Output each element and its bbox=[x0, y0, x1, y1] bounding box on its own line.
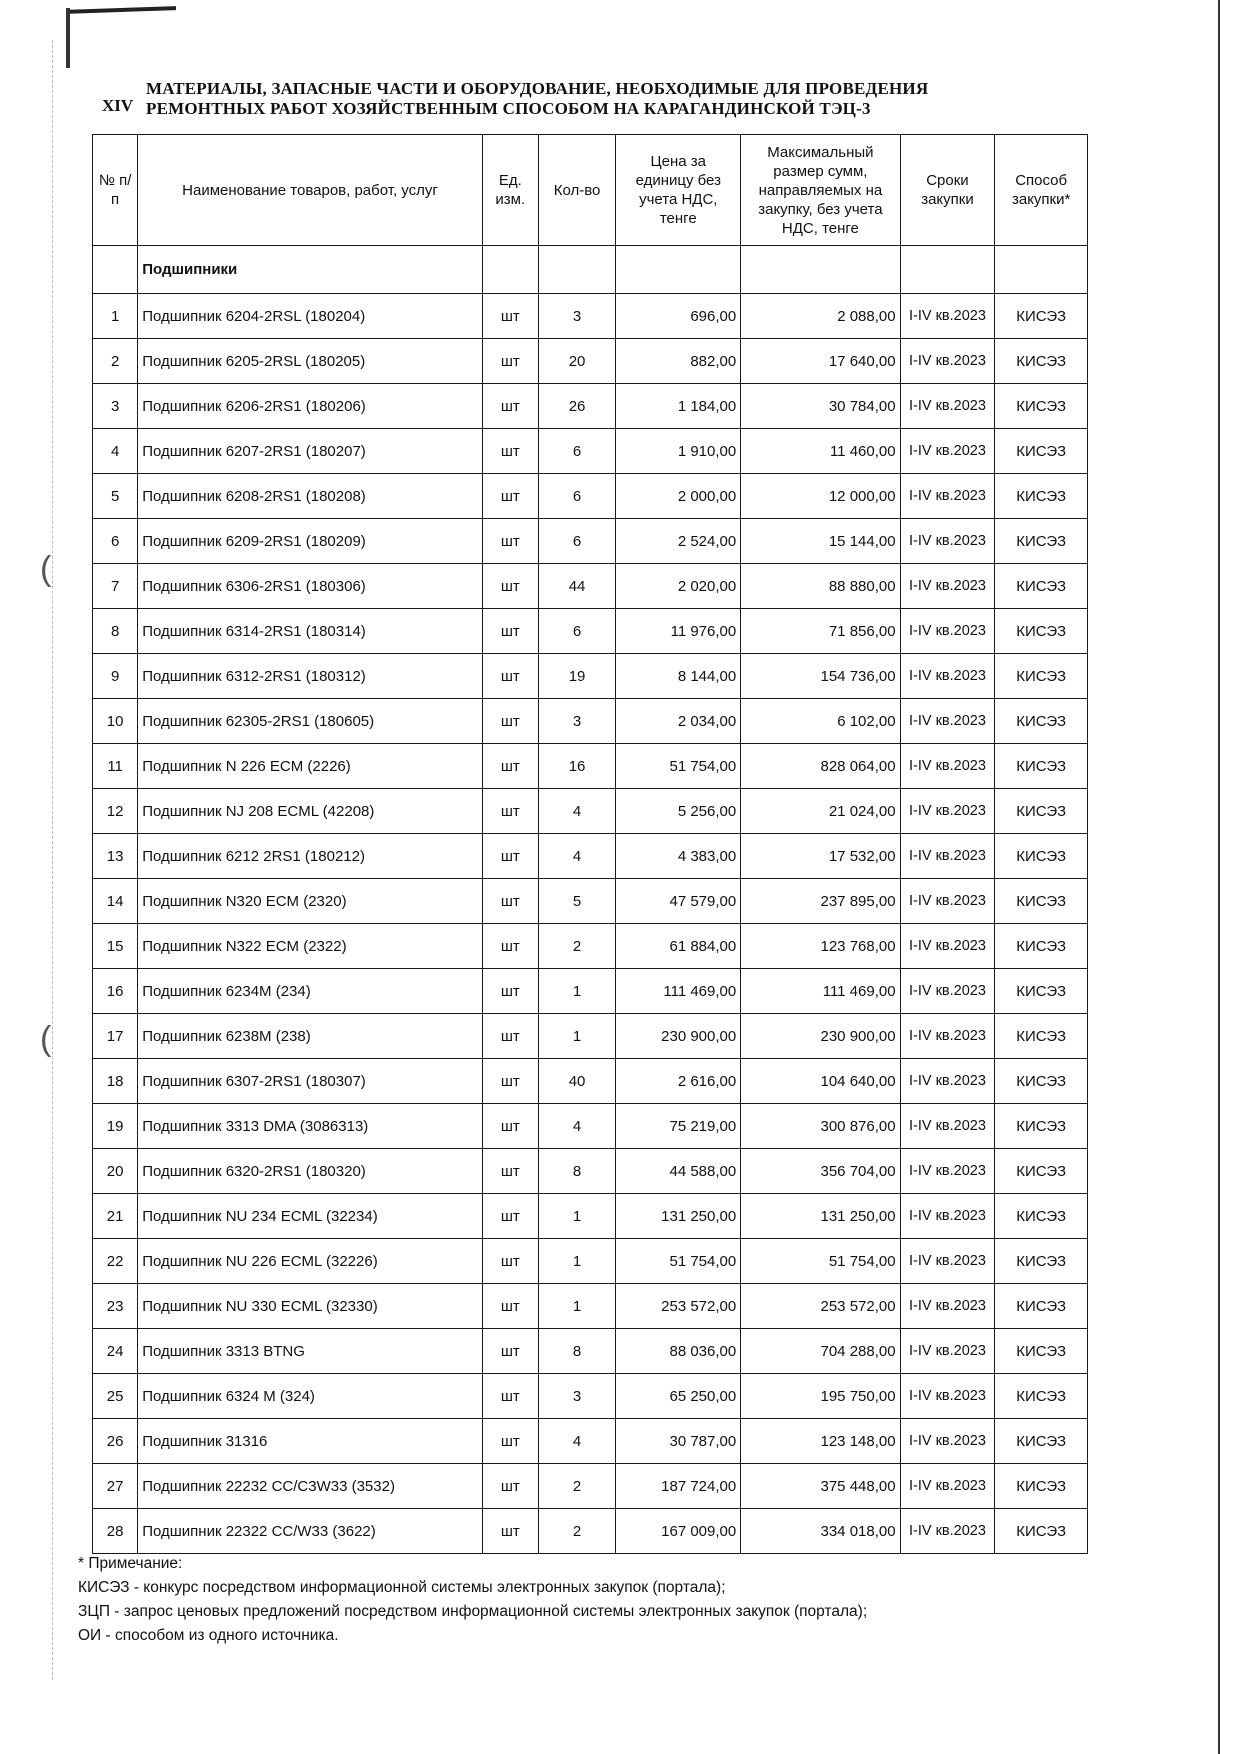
max-sum-cell: 375 448,00 bbox=[741, 1464, 900, 1509]
table-row bbox=[93, 1059, 1088, 1104]
unit-cell: шт bbox=[482, 1014, 538, 1059]
unit-cell: шт bbox=[482, 1374, 538, 1419]
item-name: Подшипник 6314-2RS1 (180314) bbox=[138, 609, 483, 654]
quantity-cell: 1 bbox=[538, 1284, 616, 1329]
method-cell: КИСЭЗ bbox=[995, 1374, 1088, 1419]
row-number: 16 bbox=[93, 969, 138, 1014]
table-row bbox=[93, 1149, 1088, 1194]
quantity-cell: 2 bbox=[538, 1464, 616, 1509]
max-sum-cell: 12 000,00 bbox=[741, 474, 900, 519]
method-cell: КИСЭЗ bbox=[995, 834, 1088, 879]
method-cell: КИСЭЗ bbox=[995, 1419, 1088, 1464]
method-cell: КИСЭЗ bbox=[995, 1104, 1088, 1149]
row-number: 25 bbox=[93, 1374, 138, 1419]
term-cell: I-IV кв.2023 bbox=[900, 294, 995, 339]
max-sum-cell: 195 750,00 bbox=[741, 1374, 900, 1419]
row-number: 24 bbox=[93, 1329, 138, 1374]
max-sum-cell: 88 880,00 bbox=[741, 564, 900, 609]
item-name: Подшипник NU 330 ECML (32330) bbox=[138, 1284, 483, 1329]
table-row bbox=[93, 699, 1088, 744]
unit-cell: шт bbox=[482, 1194, 538, 1239]
table-row bbox=[93, 339, 1088, 384]
unit-price-cell: 1 184,00 bbox=[616, 384, 741, 429]
unit-cell: шт bbox=[482, 879, 538, 924]
binder-hole-mark: ( bbox=[40, 1020, 52, 1058]
max-sum-cell: 334 018,00 bbox=[741, 1509, 900, 1554]
term-cell: I-IV кв.2023 bbox=[900, 609, 995, 654]
unit-cell: шт bbox=[482, 744, 538, 789]
row-number: 26 bbox=[93, 1419, 138, 1464]
unit-cell: шт bbox=[482, 609, 538, 654]
method-cell: КИСЭЗ bbox=[995, 609, 1088, 654]
unit-price-cell: 65 250,00 bbox=[616, 1374, 741, 1419]
unit-price-cell: 1 910,00 bbox=[616, 429, 741, 474]
unit-cell: шт bbox=[482, 1104, 538, 1149]
table-row bbox=[93, 1464, 1088, 1509]
term-cell: I-IV кв.2023 bbox=[900, 429, 995, 474]
method-cell: КИСЭЗ bbox=[995, 744, 1088, 789]
method-cell: КИСЭЗ bbox=[995, 1239, 1088, 1284]
item-name: Подшипник 6207-2RS1 (180207) bbox=[138, 429, 483, 474]
max-sum-cell: 71 856,00 bbox=[741, 609, 900, 654]
method-cell: КИСЭЗ bbox=[995, 879, 1088, 924]
table-row bbox=[93, 834, 1088, 879]
header-name: Наименование товаров, работ, услуг bbox=[138, 135, 483, 246]
max-sum-cell: 356 704,00 bbox=[741, 1149, 900, 1194]
quantity-cell: 6 bbox=[538, 609, 616, 654]
row-number: 7 bbox=[93, 564, 138, 609]
table-row bbox=[93, 564, 1088, 609]
row-number: 21 bbox=[93, 1194, 138, 1239]
row-number: 10 bbox=[93, 699, 138, 744]
term-cell: I-IV кв.2023 bbox=[900, 1239, 995, 1284]
term-cell: I-IV кв.2023 bbox=[900, 1329, 995, 1374]
method-cell: КИСЭЗ bbox=[995, 339, 1088, 384]
quantity-cell: 1 bbox=[538, 1014, 616, 1059]
binder-hole-mark: ( bbox=[40, 550, 52, 588]
max-sum-cell: 17 532,00 bbox=[741, 834, 900, 879]
table-row bbox=[93, 1239, 1088, 1284]
item-name: Подшипник N 226 ECM (2226) bbox=[138, 744, 483, 789]
header-price: Цена за единицу без учета НДС, тенге bbox=[616, 135, 741, 246]
method-cell: КИСЭЗ bbox=[995, 654, 1088, 699]
unit-price-cell: 4 383,00 bbox=[616, 834, 741, 879]
table-row bbox=[93, 384, 1088, 429]
row-number: 28 bbox=[93, 1509, 138, 1554]
table-row bbox=[93, 969, 1088, 1014]
quantity-cell: 8 bbox=[538, 1329, 616, 1374]
quantity-cell: 1 bbox=[538, 969, 616, 1014]
table-row bbox=[93, 519, 1088, 564]
unit-price-cell: 8 144,00 bbox=[616, 654, 741, 699]
method-cell: КИСЭЗ bbox=[995, 294, 1088, 339]
method-cell: КИСЭЗ bbox=[995, 1149, 1088, 1194]
unit-price-cell: 187 724,00 bbox=[616, 1464, 741, 1509]
max-sum-cell: 237 895,00 bbox=[741, 879, 900, 924]
max-sum-cell: 21 024,00 bbox=[741, 789, 900, 834]
quantity-cell: 3 bbox=[538, 1374, 616, 1419]
item-name: Подшипник 6212 2RS1 (180212) bbox=[138, 834, 483, 879]
max-sum-cell: 123 148,00 bbox=[741, 1419, 900, 1464]
unit-cell: шт bbox=[482, 474, 538, 519]
unit-price-cell: 2 616,00 bbox=[616, 1059, 741, 1104]
max-sum-cell: 17 640,00 bbox=[741, 339, 900, 384]
term-cell: I-IV кв.2023 bbox=[900, 474, 995, 519]
notes-block bbox=[78, 1552, 1078, 1648]
max-sum-cell: 828 064,00 bbox=[741, 744, 900, 789]
max-sum-cell: 111 469,00 bbox=[741, 969, 900, 1014]
row-number: 23 bbox=[93, 1284, 138, 1329]
unit-cell: шт bbox=[482, 699, 538, 744]
term-cell: I-IV кв.2023 bbox=[900, 339, 995, 384]
row-number: 14 bbox=[93, 879, 138, 924]
unit-price-cell: 61 884,00 bbox=[616, 924, 741, 969]
quantity-cell: 4 bbox=[538, 834, 616, 879]
item-name: Подшипник 6209-2RS1 (180209) bbox=[138, 519, 483, 564]
quantity-cell: 3 bbox=[538, 294, 616, 339]
row-number: 4 bbox=[93, 429, 138, 474]
unit-cell: шт bbox=[482, 1239, 538, 1284]
item-name: Подшипник 6312-2RS1 (180312) bbox=[138, 654, 483, 699]
term-cell: I-IV кв.2023 bbox=[900, 1014, 995, 1059]
item-name: Подшипник NU 234 ECML (32234) bbox=[138, 1194, 483, 1239]
table-row bbox=[93, 1284, 1088, 1329]
table-row bbox=[93, 1374, 1088, 1419]
item-name: Подшипник 6204-2RSL (180204) bbox=[138, 294, 483, 339]
unit-cell: шт bbox=[482, 1509, 538, 1554]
table-row bbox=[93, 1194, 1088, 1239]
unit-cell: шт bbox=[482, 1284, 538, 1329]
term-cell: I-IV кв.2023 bbox=[900, 384, 995, 429]
term-cell: I-IV кв.2023 bbox=[900, 1509, 995, 1554]
unit-price-cell: 75 219,00 bbox=[616, 1104, 741, 1149]
method-cell: КИСЭЗ bbox=[995, 1284, 1088, 1329]
item-name: Подшипник 6208-2RS1 (180208) bbox=[138, 474, 483, 519]
unit-cell: шт bbox=[482, 1464, 538, 1509]
term-cell: I-IV кв.2023 bbox=[900, 744, 995, 789]
unit-price-cell: 30 787,00 bbox=[616, 1419, 741, 1464]
section-label: Подшипники bbox=[138, 246, 483, 294]
item-name: Подшипник 6238M (238) bbox=[138, 1014, 483, 1059]
quantity-cell: 1 bbox=[538, 1194, 616, 1239]
max-sum-cell: 154 736,00 bbox=[741, 654, 900, 699]
max-sum-cell: 51 754,00 bbox=[741, 1239, 900, 1284]
header-qty: Кол-во bbox=[538, 135, 616, 246]
term-cell: I-IV кв.2023 bbox=[900, 1059, 995, 1104]
item-name: Подшипник 6206-2RS1 (180206) bbox=[138, 384, 483, 429]
table-row bbox=[93, 879, 1088, 924]
item-name: Подшипник 6320-2RS1 (180320) bbox=[138, 1149, 483, 1194]
term-cell: I-IV кв.2023 bbox=[900, 519, 995, 564]
quantity-cell: 8 bbox=[538, 1149, 616, 1194]
method-cell: КИСЭЗ bbox=[995, 969, 1088, 1014]
scan-corner-mark-vertical bbox=[66, 8, 70, 68]
unit-price-cell: 2 034,00 bbox=[616, 699, 741, 744]
row-number: 27 bbox=[93, 1464, 138, 1509]
unit-price-cell: 11 976,00 bbox=[616, 609, 741, 654]
table-row bbox=[93, 1329, 1088, 1374]
max-sum-cell: 6 102,00 bbox=[741, 699, 900, 744]
term-cell: I-IV кв.2023 bbox=[900, 1194, 995, 1239]
term-cell: I-IV кв.2023 bbox=[900, 924, 995, 969]
quantity-cell: 4 bbox=[538, 789, 616, 834]
row-number: 19 bbox=[93, 1104, 138, 1149]
notes-heading: * Примечание: bbox=[78, 1555, 183, 1572]
max-sum-cell: 123 768,00 bbox=[741, 924, 900, 969]
item-name: Подшипник N322 ECM (2322) bbox=[138, 924, 483, 969]
method-cell: КИСЭЗ bbox=[995, 384, 1088, 429]
unit-cell: шт bbox=[482, 339, 538, 384]
method-cell: КИСЭЗ bbox=[995, 789, 1088, 834]
unit-cell: шт bbox=[482, 294, 538, 339]
table-row bbox=[93, 294, 1088, 339]
item-name: Подшипник 62305-2RS1 (180605) bbox=[138, 699, 483, 744]
quantity-cell: 19 bbox=[538, 654, 616, 699]
max-sum-cell: 300 876,00 bbox=[741, 1104, 900, 1149]
unit-price-cell: 44 588,00 bbox=[616, 1149, 741, 1194]
method-cell: КИСЭЗ bbox=[995, 1329, 1088, 1374]
unit-price-cell: 2 000,00 bbox=[616, 474, 741, 519]
row-number: 3 bbox=[93, 384, 138, 429]
item-name: Подшипник 6205-2RSL (180205) bbox=[138, 339, 483, 384]
max-sum-cell: 11 460,00 bbox=[741, 429, 900, 474]
method-cell: КИСЭЗ bbox=[995, 1194, 1088, 1239]
term-cell: I-IV кв.2023 bbox=[900, 564, 995, 609]
quantity-cell: 3 bbox=[538, 699, 616, 744]
item-name: Подшипник NU 226 ECML (32226) bbox=[138, 1239, 483, 1284]
unit-price-cell: 253 572,00 bbox=[616, 1284, 741, 1329]
term-cell: I-IV кв.2023 bbox=[900, 1374, 995, 1419]
row-number: 8 bbox=[93, 609, 138, 654]
unit-cell: шт bbox=[482, 519, 538, 564]
row-number: 17 bbox=[93, 1014, 138, 1059]
term-cell: I-IV кв.2023 bbox=[900, 969, 995, 1014]
row-number: 18 bbox=[93, 1059, 138, 1104]
row-number: 20 bbox=[93, 1149, 138, 1194]
term-cell: I-IV кв.2023 bbox=[900, 1464, 995, 1509]
unit-price-cell: 2 524,00 bbox=[616, 519, 741, 564]
table-row bbox=[93, 924, 1088, 969]
method-cell: КИСЭЗ bbox=[995, 924, 1088, 969]
scan-right-edge bbox=[1218, 0, 1220, 1754]
method-cell: КИСЭЗ bbox=[995, 564, 1088, 609]
table-row bbox=[93, 654, 1088, 699]
max-sum-cell: 253 572,00 bbox=[741, 1284, 900, 1329]
table-row bbox=[93, 1104, 1088, 1149]
table-row bbox=[93, 789, 1088, 834]
unit-price-cell: 5 256,00 bbox=[616, 789, 741, 834]
section-row bbox=[93, 246, 1088, 294]
table-row bbox=[93, 474, 1088, 519]
term-cell: I-IV кв.2023 bbox=[900, 789, 995, 834]
method-cell: КИСЭЗ bbox=[995, 429, 1088, 474]
quantity-cell: 4 bbox=[538, 1419, 616, 1464]
max-sum-cell: 230 900,00 bbox=[741, 1014, 900, 1059]
unit-cell: шт bbox=[482, 1419, 538, 1464]
quantity-cell: 20 bbox=[538, 339, 616, 384]
unit-cell: шт bbox=[482, 1149, 538, 1194]
row-number: 12 bbox=[93, 789, 138, 834]
quantity-cell: 5 bbox=[538, 879, 616, 924]
row-number: 11 bbox=[93, 744, 138, 789]
unit-cell: шт bbox=[482, 654, 538, 699]
method-cell: КИСЭЗ bbox=[995, 1464, 1088, 1509]
unit-cell: шт bbox=[482, 564, 538, 609]
item-name: Подшипник 31316 bbox=[138, 1419, 483, 1464]
term-cell: I-IV кв.2023 bbox=[900, 1419, 995, 1464]
header-method: Способ закупки* bbox=[995, 135, 1088, 246]
unit-cell: шт bbox=[482, 384, 538, 429]
table-row bbox=[93, 609, 1088, 654]
table-body bbox=[93, 246, 1088, 1554]
procurement-table bbox=[92, 134, 1088, 1554]
term-cell: I-IV кв.2023 bbox=[900, 654, 995, 699]
unit-price-cell: 882,00 bbox=[616, 339, 741, 384]
quantity-cell: 4 bbox=[538, 1104, 616, 1149]
max-sum-cell: 704 288,00 bbox=[741, 1329, 900, 1374]
header-max-sum: Максимальный размер сумм, направляемых на закупку, без учета НДС, тенге bbox=[741, 135, 900, 246]
unit-price-cell: 2 020,00 bbox=[616, 564, 741, 609]
item-name: Подшипник N320 ECM (2320) bbox=[138, 879, 483, 924]
quantity-cell: 40 bbox=[538, 1059, 616, 1104]
unit-price-cell: 51 754,00 bbox=[616, 1239, 741, 1284]
section-number: XIV bbox=[102, 96, 134, 115]
item-name: Подшипник 6306-2RS1 (180306) bbox=[138, 564, 483, 609]
table-header bbox=[93, 135, 1088, 246]
quantity-cell: 6 bbox=[538, 519, 616, 564]
term-cell: I-IV кв.2023 bbox=[900, 1149, 995, 1194]
method-cell: КИСЭЗ bbox=[995, 474, 1088, 519]
row-number: 9 bbox=[93, 654, 138, 699]
term-cell: I-IV кв.2023 bbox=[900, 699, 995, 744]
unit-price-cell: 111 469,00 bbox=[616, 969, 741, 1014]
table-row bbox=[93, 1419, 1088, 1464]
term-cell: I-IV кв.2023 bbox=[900, 1284, 995, 1329]
quantity-cell: 44 bbox=[538, 564, 616, 609]
unit-cell: шт bbox=[482, 969, 538, 1014]
scan-corner-mark bbox=[66, 6, 176, 26]
unit-cell: шт bbox=[482, 924, 538, 969]
item-name: Подшипник 3313 BTNG bbox=[138, 1329, 483, 1374]
max-sum-cell: 30 784,00 bbox=[741, 384, 900, 429]
quantity-cell: 16 bbox=[538, 744, 616, 789]
quantity-cell: 6 bbox=[538, 429, 616, 474]
item-name: Подшипник 22322 CC/W33 (3622) bbox=[138, 1509, 483, 1554]
row-number: 6 bbox=[93, 519, 138, 564]
unit-cell: шт bbox=[482, 429, 538, 474]
max-sum-cell: 15 144,00 bbox=[741, 519, 900, 564]
item-name: Подшипник 6324 M (324) bbox=[138, 1374, 483, 1419]
header-unit: Ед. изм. bbox=[482, 135, 538, 246]
note-line: КИСЭЗ - конкурс посредством информационной системы электронных закупок (портала); bbox=[78, 1579, 726, 1596]
item-name: Подшипник 6234M (234) bbox=[138, 969, 483, 1014]
quantity-cell: 26 bbox=[538, 384, 616, 429]
item-name: Подшипник 6307-2RS1 (180307) bbox=[138, 1059, 483, 1104]
unit-price-cell: 51 754,00 bbox=[616, 744, 741, 789]
unit-price-cell: 47 579,00 bbox=[616, 879, 741, 924]
table-row bbox=[93, 1509, 1088, 1554]
term-cell: I-IV кв.2023 bbox=[900, 879, 995, 924]
term-cell: I-IV кв.2023 bbox=[900, 834, 995, 879]
row-number: 15 bbox=[93, 924, 138, 969]
quantity-cell: 6 bbox=[538, 474, 616, 519]
note-line: ОИ - способом из одного источника. bbox=[78, 1627, 339, 1644]
max-sum-cell: 2 088,00 bbox=[741, 294, 900, 339]
unit-cell: шт bbox=[482, 834, 538, 879]
row-number: 2 bbox=[93, 339, 138, 384]
quantity-cell: 1 bbox=[538, 1239, 616, 1284]
method-cell: КИСЭЗ bbox=[995, 1014, 1088, 1059]
unit-cell: шт bbox=[482, 1329, 538, 1374]
method-cell: КИСЭЗ bbox=[995, 1059, 1088, 1104]
unit-price-cell: 88 036,00 bbox=[616, 1329, 741, 1374]
unit-cell: шт bbox=[482, 1059, 538, 1104]
method-cell: КИСЭЗ bbox=[995, 1509, 1088, 1554]
table-row bbox=[93, 1014, 1088, 1059]
row-number: 1 bbox=[93, 294, 138, 339]
unit-price-cell: 167 009,00 bbox=[616, 1509, 741, 1554]
method-cell: КИСЭЗ bbox=[995, 519, 1088, 564]
quantity-cell: 2 bbox=[538, 924, 616, 969]
header-term: Сроки закупки bbox=[900, 135, 995, 246]
row-number: 5 bbox=[93, 474, 138, 519]
unit-price-cell: 230 900,00 bbox=[616, 1014, 741, 1059]
table-row bbox=[93, 744, 1088, 789]
scan-edge-marks bbox=[52, 40, 55, 1680]
row-number: 13 bbox=[93, 834, 138, 879]
item-name: Подшипник NJ 208 ECML (42208) bbox=[138, 789, 483, 834]
table-row bbox=[93, 429, 1088, 474]
max-sum-cell: 104 640,00 bbox=[741, 1059, 900, 1104]
header-num: № п/п bbox=[93, 135, 138, 246]
item-name: Подшипник 22232 CC/C3W33 (3532) bbox=[138, 1464, 483, 1509]
unit-price-cell: 696,00 bbox=[616, 294, 741, 339]
note-line: ЗЦП - запрос ценовых предложений посредством информационной системы электронных закупок (портала); bbox=[78, 1603, 868, 1620]
max-sum-cell: 131 250,00 bbox=[741, 1194, 900, 1239]
document-title: МАТЕРИАЛЫ, ЗАПАСНЫЕ ЧАСТИ И ОБОРУДОВАНИЕ, НЕОБХОДИМЫЕ ДЛЯ ПРОВЕДЕНИЯ РЕМОНТНЫХ РАБОТ ХОЗЯЙСТВЕННЫМ СПОСОБОМ НА КАРАГАНДИНСКОЙ ТЭЦ-3 bbox=[146, 79, 929, 118]
quantity-cell: 2 bbox=[538, 1509, 616, 1554]
method-cell: КИСЭЗ bbox=[995, 699, 1088, 744]
term-cell: I-IV кв.2023 bbox=[900, 1104, 995, 1149]
row-number: 22 bbox=[93, 1239, 138, 1284]
unit-cell: шт bbox=[482, 789, 538, 834]
unit-price-cell: 131 250,00 bbox=[616, 1194, 741, 1239]
item-name: Подшипник 3313 DMA (3086313) bbox=[138, 1104, 483, 1149]
